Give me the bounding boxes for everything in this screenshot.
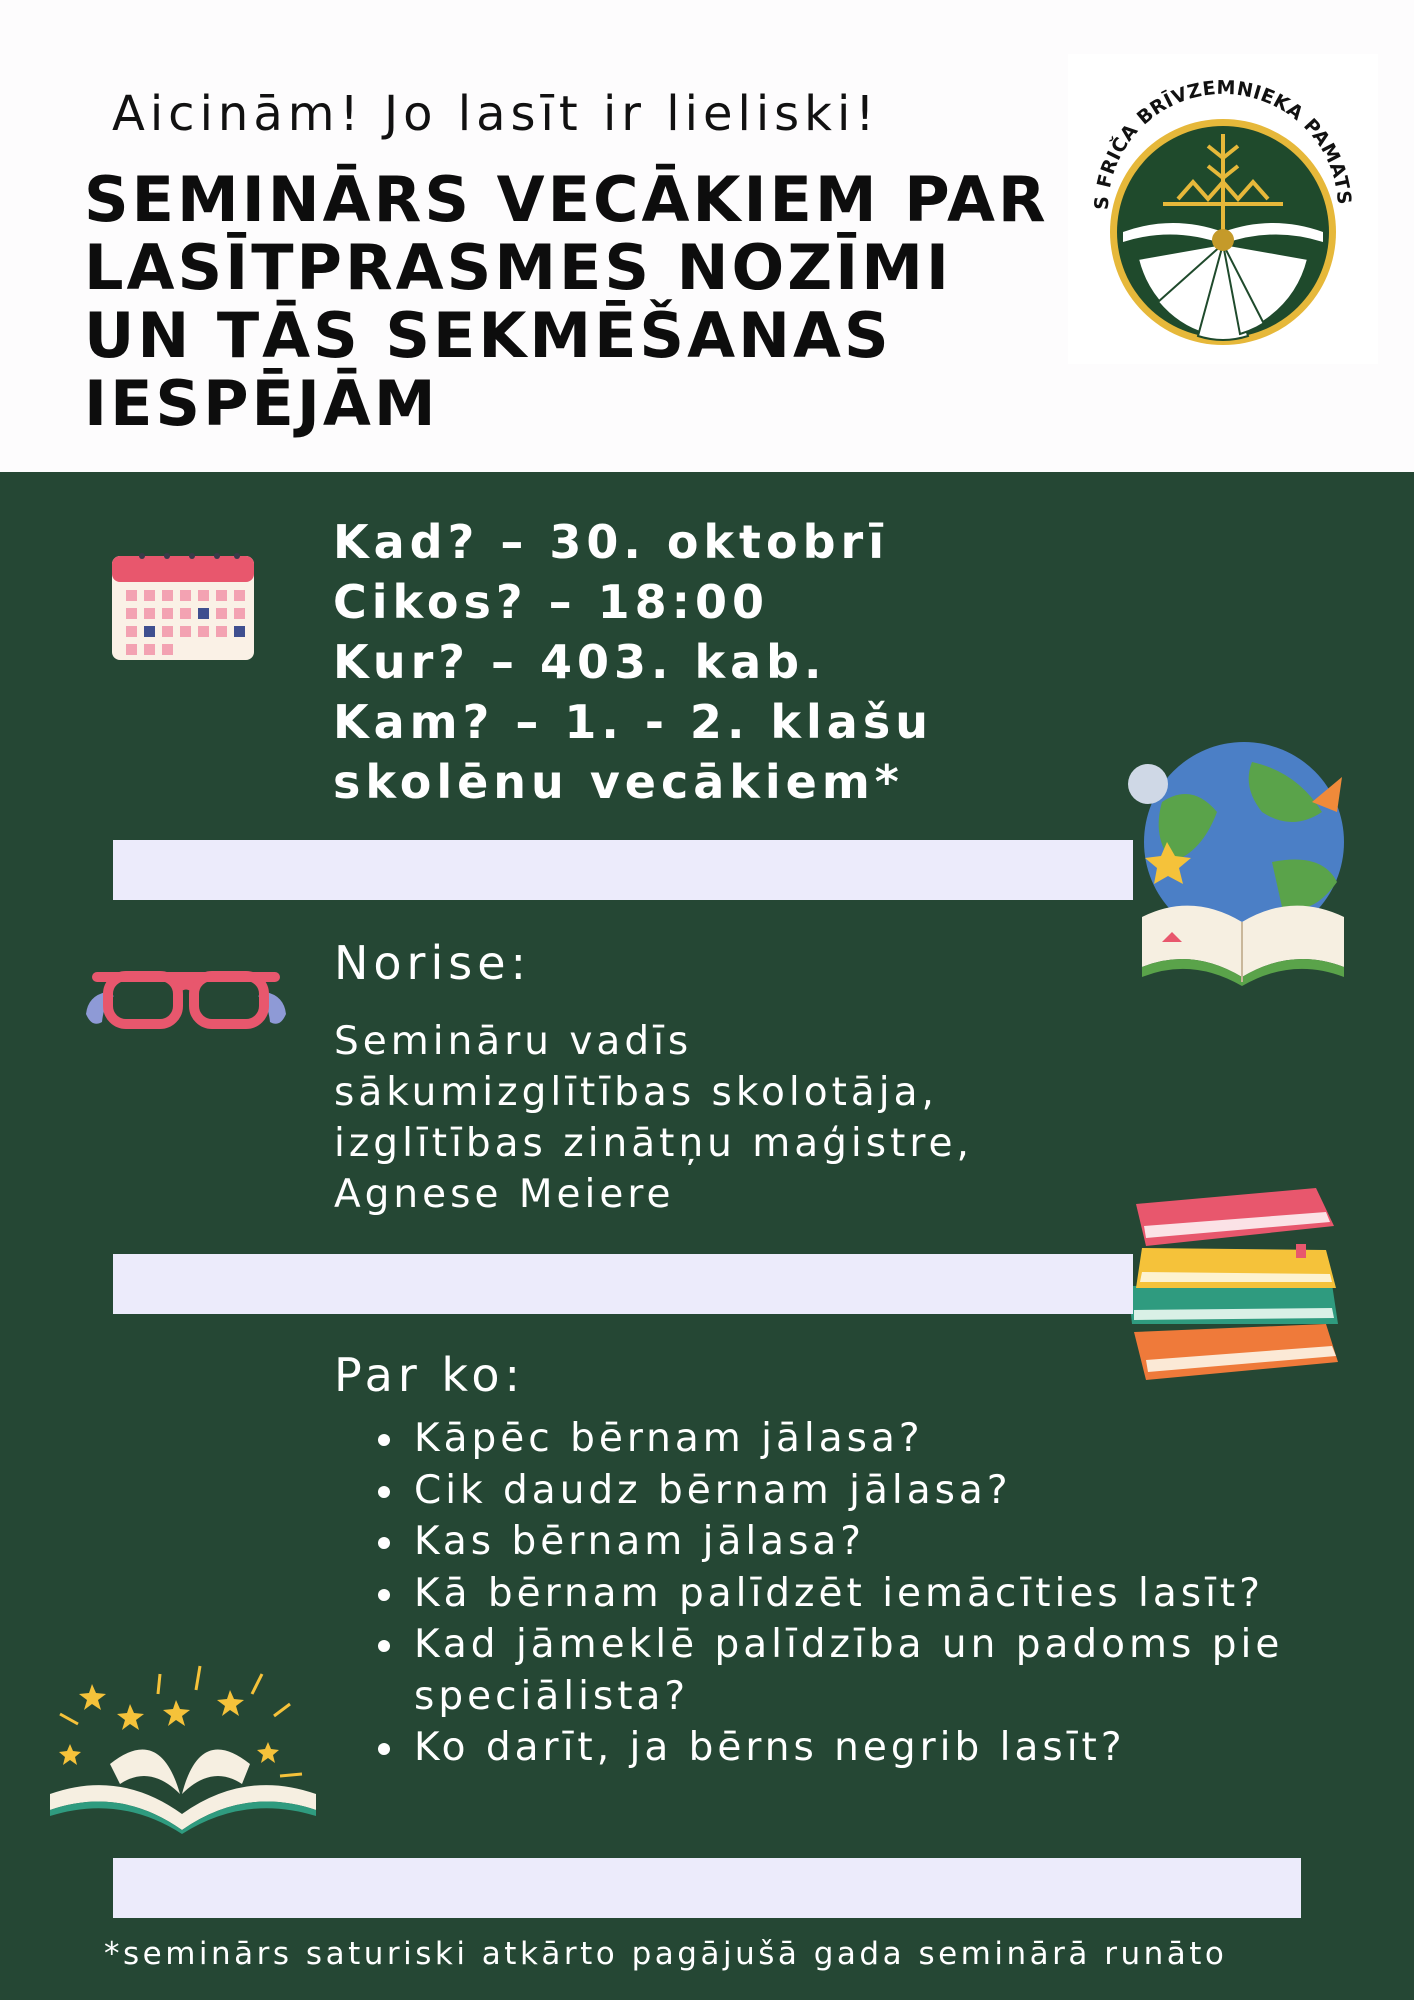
divider-band: [113, 1254, 1133, 1314]
detail-when: Kad? – 30. oktobrī: [333, 515, 889, 569]
globe-book-icon: [1122, 742, 1354, 986]
detail-audience: Kam? – 1. - 2. klašu: [333, 695, 933, 749]
list-item: • Kā bērnam palīdzēt iemācīties lasīt?: [408, 1568, 1388, 1620]
norise-heading: Norise:: [334, 936, 532, 990]
norise-line: Semināru vadīs: [334, 1019, 693, 1064]
topics-heading: Par ko:: [334, 1348, 526, 1402]
norise-line: sākumizglītības skolotāja,: [334, 1070, 938, 1115]
detail-where: Kur? – 403. kab.: [333, 635, 827, 689]
list-item: • Cik daudz bērnam jālasa?: [408, 1465, 1388, 1517]
norise-line: izglītības zinātņu maģistre,: [334, 1121, 973, 1166]
detail-time: Cikos? – 18:00: [333, 575, 770, 629]
logo-text: S FRIČA BRĪVZEMNIEKA PAMATS: [1090, 76, 1356, 211]
header: [0, 0, 1414, 472]
glasses-icon: [84, 966, 288, 1032]
school-logo-icon: [1068, 54, 1378, 364]
event-details: [333, 512, 933, 812]
footnote: *seminārs saturiski atkārto pagājušā gada seminārā runāto: [104, 1936, 1228, 1972]
norise-description: [334, 1016, 1134, 1220]
divider-band: [113, 840, 1133, 900]
list-item: • Kāpēc bērnam jālasa?: [408, 1413, 1388, 1465]
open-book-icon: [40, 1664, 326, 1834]
detail-audience-cont: skolēnu vecākiem*: [333, 755, 904, 809]
list-item: • Kad jāmeklē palīdzība un padoms pie speciālista?: [408, 1619, 1388, 1722]
list-item: • Kas bērnam jālasa?: [408, 1516, 1388, 1568]
tagline: Aicinām! Jo lasīt ir lieliski!: [112, 86, 880, 142]
page-title: SEMINĀRS VECĀKIEM PAR LASĪTPRASMES NOZĪMI UN TĀS SEKMĒŠANAS IESPĒJĀM: [84, 163, 1049, 440]
book-stack-icon: [1126, 1184, 1344, 1384]
divider-band: [113, 1858, 1301, 1918]
topics-list: [360, 1413, 1388, 1774]
list-item: • Ko darīt, ja bērns negrib lasīt?: [408, 1722, 1388, 1774]
calendar-icon: [112, 550, 254, 662]
norise-line: Agnese Meiere: [334, 1172, 675, 1217]
